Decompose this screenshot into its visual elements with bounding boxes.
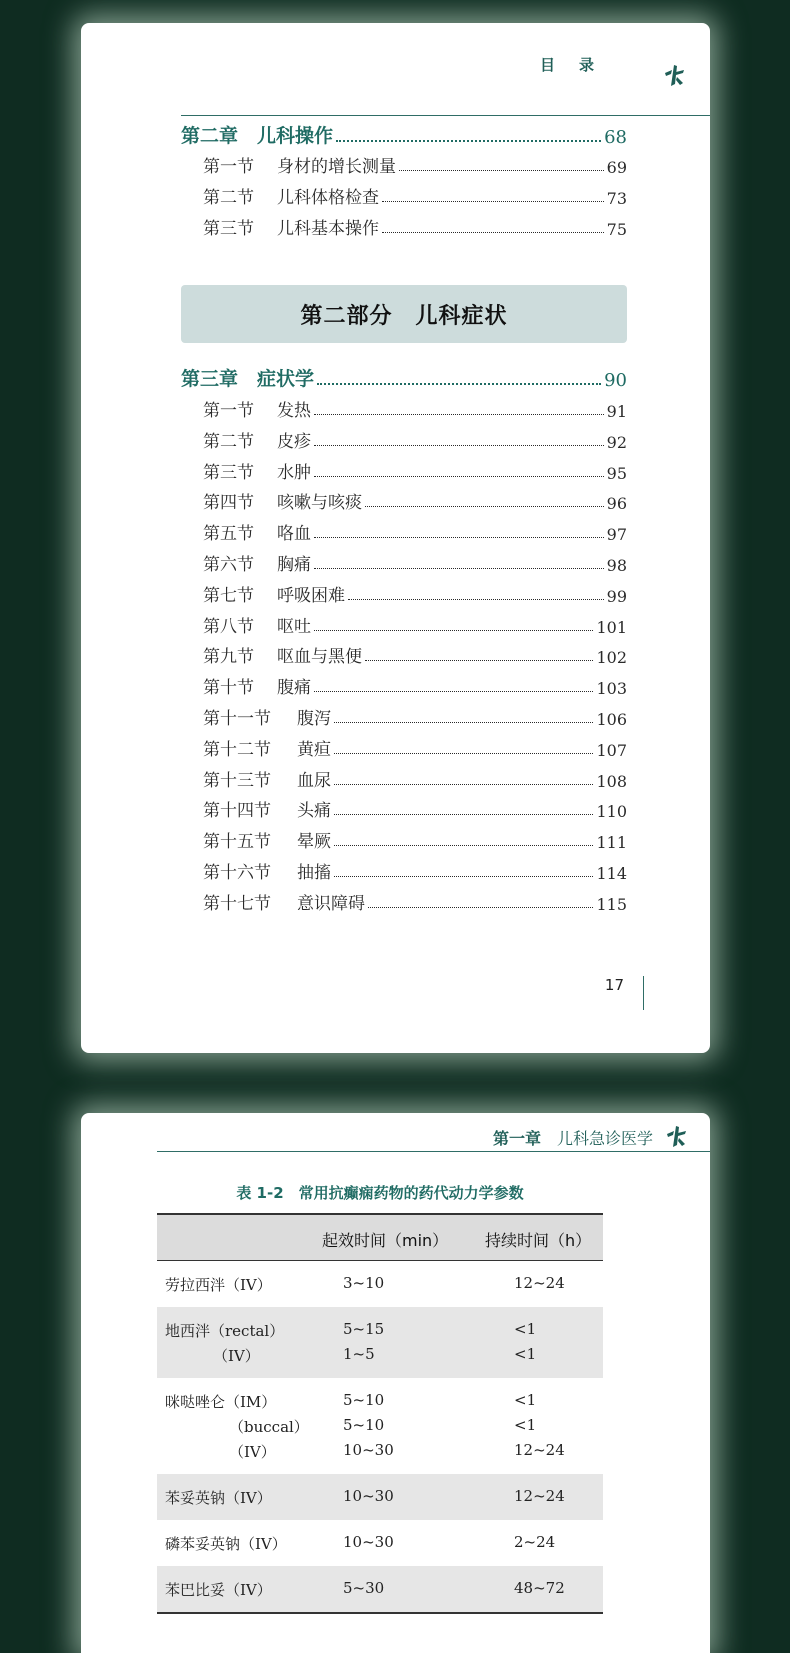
toc-section[interactable] (203, 580, 627, 606)
section-page: 106 (596, 710, 627, 729)
section-number: 第八节 (203, 616, 254, 637)
leader-dots (348, 599, 604, 600)
section-number: 第十节 (203, 678, 254, 699)
leader-dots (399, 170, 604, 171)
drug-name: （buccal） (229, 1418, 309, 1436)
toc-section[interactable] (203, 857, 627, 883)
section-title: 水肿 (277, 462, 311, 483)
section-page: 69 (606, 158, 627, 177)
table-row (157, 1520, 603, 1566)
toc-section[interactable] (203, 549, 627, 575)
section-title: 腹泻 (297, 709, 331, 729)
section-title: 腹痛 (277, 678, 311, 699)
leader-dots (314, 476, 604, 477)
drug-name: 苯巴比妥（IV） (165, 1581, 272, 1599)
section-title: 呕血与黑便 (277, 647, 362, 668)
section-page: 103 (596, 679, 627, 699)
section-page: 95 (606, 463, 627, 483)
part-banner: 第二部分 儿科症状 (181, 285, 627, 343)
section-title: 儿科基本操作 (277, 219, 379, 239)
leader-dots (334, 753, 593, 754)
leader-dots (334, 876, 593, 877)
table-row (157, 1307, 603, 1378)
duration-time: 48~72 (514, 1579, 565, 1597)
leader-dots (365, 506, 604, 507)
page-number-rule (643, 976, 645, 1010)
section-title: 呕吐 (277, 616, 311, 637)
section-title: 发热 (277, 401, 311, 421)
section-number: 第三节 (203, 219, 254, 239)
toc-section[interactable] (203, 826, 627, 852)
header-title: 目录 (539, 56, 618, 74)
table-caption: 表 1-2 常用抗癫痫药物的药代动力学参数 (236, 1184, 524, 1202)
toc-section[interactable] (203, 518, 627, 544)
section-title: 儿科体格检查 (277, 188, 379, 208)
section-title: 咳嗽与咳痰 (277, 493, 362, 514)
section-number: 第一节 (203, 401, 254, 421)
onset-time: 5~10 (343, 1391, 385, 1409)
table-row (157, 1566, 603, 1612)
toc-section[interactable] (203, 151, 627, 177)
onset-time: 5~15 (343, 1320, 385, 1338)
onset-time: 10~30 (343, 1441, 394, 1459)
drug-name: 咪哒唑仑（IM） (165, 1393, 277, 1411)
section-title: 皮疹 (277, 431, 311, 452)
section-number: 第三节 (203, 462, 254, 483)
section-title: 血尿 (297, 770, 331, 791)
section-page: 114 (596, 864, 627, 883)
header-chapter-title: 儿科急诊医学 (556, 1129, 653, 1148)
page-header (181, 58, 710, 116)
chapter-title: 第二章 儿科操作 (181, 125, 334, 147)
section-title: 意识障碍 (297, 893, 365, 914)
section-number: 第四节 (203, 493, 254, 514)
toc-section[interactable] (203, 182, 627, 208)
drug-name: 磷苯妥英钠（IV） (165, 1535, 287, 1553)
chapter-title: 第三章 症状学 (181, 368, 315, 390)
toc-section[interactable] (203, 672, 627, 698)
section-page: 108 (596, 771, 627, 791)
leader-dots (334, 784, 593, 785)
leader-dots (314, 691, 593, 692)
drug-table (157, 1213, 603, 1614)
table-row (157, 1378, 603, 1474)
section-number: 第十二节 (203, 739, 271, 760)
toc-section[interactable] (203, 457, 627, 483)
table-row (157, 1474, 603, 1520)
section-page: 91 (606, 402, 627, 421)
toc-chapter-2[interactable] (181, 118, 627, 148)
section-number: 第六节 (203, 555, 254, 575)
leader-dots (314, 414, 604, 415)
onset-time: 10~30 (343, 1487, 394, 1505)
toc-section[interactable] (203, 734, 627, 760)
section-number: 第二节 (203, 188, 254, 208)
drug-name: 地西泮（rectal） (165, 1322, 285, 1340)
leader-dots (365, 660, 593, 661)
section-page: 99 (606, 586, 627, 606)
toc-section[interactable] (203, 426, 627, 452)
toc-section[interactable] (203, 703, 627, 729)
toc-section[interactable] (203, 888, 627, 914)
section-page: 110 (596, 802, 627, 822)
section-page: 107 (596, 740, 627, 760)
leader-dots (334, 722, 593, 723)
chapter-page: 68 (604, 127, 627, 148)
section-page: 98 (606, 556, 627, 575)
duration-time: <1 (514, 1320, 537, 1338)
table-row (157, 1261, 603, 1307)
section-number: 第七节 (203, 585, 254, 606)
brand-logo-icon (662, 63, 686, 87)
toc-section[interactable] (203, 641, 627, 667)
chapter-page: 90 (604, 370, 627, 391)
leader-dots (382, 201, 604, 202)
onset-time: 5~10 (343, 1416, 385, 1434)
section-title: 黄疸 (297, 739, 331, 760)
section-page: 101 (596, 617, 627, 637)
section-page: 111 (596, 833, 627, 853)
drug-name: （IV） (229, 1443, 276, 1461)
section-number: 第十三节 (203, 770, 271, 791)
toc-section[interactable] (203, 395, 627, 421)
toc-section[interactable] (203, 487, 627, 513)
brand-logo-icon (664, 1124, 688, 1148)
leader-dots (314, 630, 593, 631)
section-title: 抽搐 (297, 863, 331, 883)
section-page: 97 (606, 525, 627, 545)
section-number: 第十五节 (203, 832, 271, 853)
leader-dots (314, 537, 604, 538)
header-chapter: 第一章 (492, 1129, 541, 1148)
leader-dots (314, 445, 604, 446)
section-number: 第五节 (203, 524, 254, 545)
table-page (81, 1113, 710, 1653)
toc-section[interactable] (203, 213, 627, 239)
page-number: 17 (604, 976, 624, 994)
duration-time: 12~24 (514, 1274, 565, 1292)
leader-dots (336, 140, 601, 142)
duration-time: 2~24 (514, 1533, 556, 1551)
drug-name: 劳拉西泮（IV） (165, 1276, 272, 1294)
toc-page (81, 23, 710, 1053)
section-page: 92 (606, 432, 627, 452)
section-page: 75 (606, 220, 627, 239)
section-number: 第一节 (203, 157, 254, 177)
leader-dots (368, 907, 593, 908)
section-title: 胸痛 (277, 555, 311, 575)
header-title (493, 1126, 653, 1149)
section-number: 第二节 (203, 431, 254, 452)
section-number: 第十六节 (203, 863, 271, 883)
duration-time: 12~24 (514, 1441, 565, 1459)
section-page: 96 (606, 494, 627, 514)
section-number: 第九节 (203, 647, 254, 668)
column-header-duration: 持续时间（h） (485, 1231, 592, 1250)
section-title: 头痛 (297, 801, 331, 822)
section-number: 第十七节 (203, 893, 271, 914)
toc-section[interactable] (203, 795, 627, 821)
section-title: 呼吸困难 (277, 585, 345, 606)
leader-dots (317, 383, 601, 385)
toc-section[interactable] (203, 765, 627, 791)
drug-name: （IV） (213, 1347, 260, 1365)
section-title: 晕厥 (297, 832, 331, 853)
toc-chapter-3[interactable] (181, 361, 627, 391)
leader-dots (314, 568, 604, 569)
duration-time: <1 (514, 1391, 537, 1409)
drug-name: 苯妥英钠（IV） (165, 1489, 272, 1507)
section-number: 第十四节 (203, 801, 271, 822)
section-title: 咯血 (277, 524, 311, 545)
leader-dots (382, 232, 604, 233)
table-header (157, 1215, 603, 1261)
onset-time: 10~30 (343, 1533, 394, 1551)
leader-dots (334, 814, 593, 815)
section-number: 第十一节 (203, 709, 271, 729)
onset-time: 3~10 (343, 1274, 385, 1292)
duration-time: 12~24 (514, 1487, 565, 1505)
onset-time: 5~30 (343, 1579, 385, 1597)
onset-time: 1~5 (343, 1345, 375, 1363)
duration-time: <1 (514, 1345, 537, 1363)
section-page: 73 (606, 189, 627, 208)
leader-dots (334, 845, 593, 846)
section-page: 102 (596, 648, 627, 668)
column-header-onset: 起效时间（min） (322, 1231, 449, 1250)
section-page: 115 (596, 894, 627, 914)
section-title: 身材的增长测量 (277, 157, 396, 177)
duration-time: <1 (514, 1416, 537, 1434)
toc-section[interactable] (203, 611, 627, 637)
